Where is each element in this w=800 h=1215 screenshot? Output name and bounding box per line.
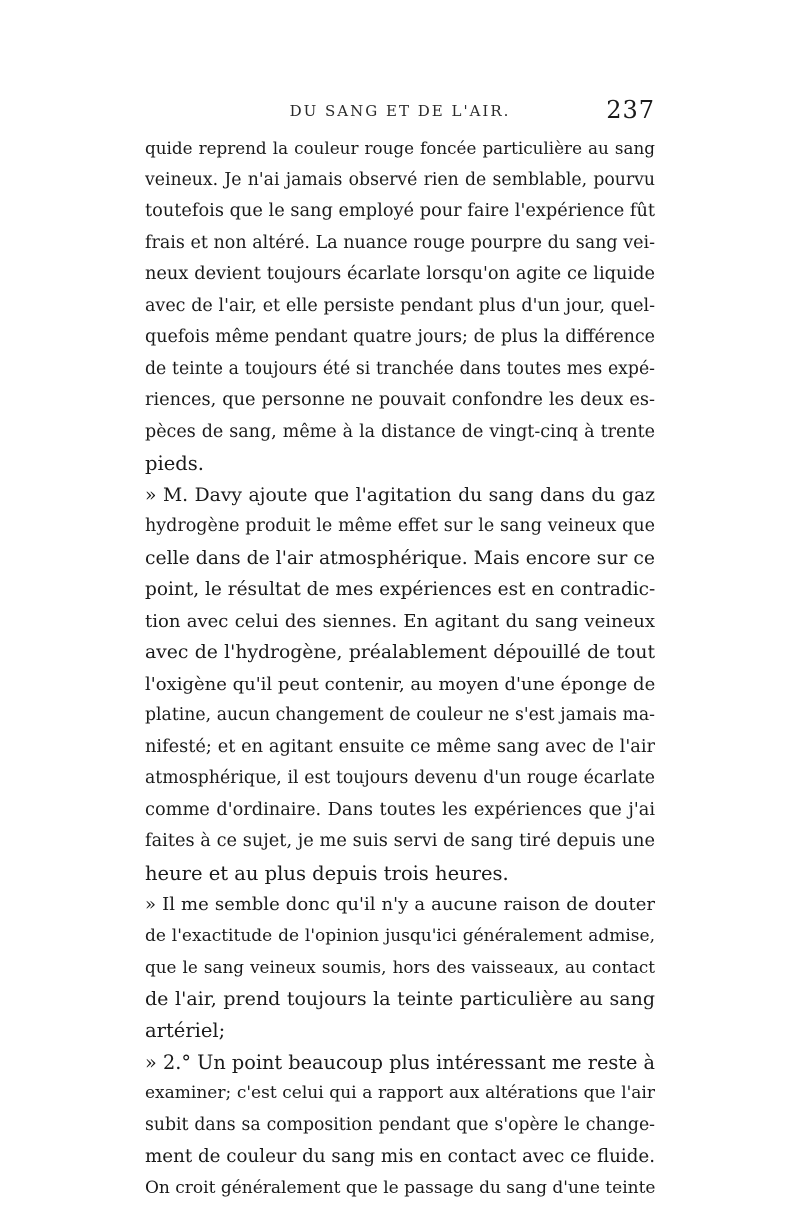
running-head: [145, 96, 655, 126]
text-line: » Il me semble donc qu'il n'y a aucune raison de douter: [145, 894, 655, 915]
running-title: DU SANG ET DE L'AIR.: [289, 102, 511, 120]
text-line: point, le résultat de mes expériences est en contradic-: [145, 579, 655, 600]
text-line: quide reprend la couleur rouge foncée particulière au sang: [145, 138, 655, 158]
text-line: atmosphérique, il est toujours devenu d'un rouge écarlate: [145, 768, 655, 788]
text-line: heure et au plus depuis trois heures.: [145, 861, 509, 885]
text-line: ment de couleur du sang mis en contact avec ce fluide.: [145, 1146, 655, 1167]
text-line: comme d'ordinaire. Dans toutes les expériences que j'ai: [145, 799, 655, 820]
text-line: artériel;: [145, 1019, 226, 1042]
text-line: pèces de sang, même à la distance de vingt-cinq à trente: [145, 421, 655, 442]
text-line: platine, aucun changement de couleur ne s'est jamais ma-: [145, 705, 655, 725]
text-line: subit dans sa composition pendant que s'opère le change-: [145, 1114, 655, 1135]
text-line: de l'air, prend toujours la teinte particulière au sang: [145, 987, 655, 1010]
text-line: de l'exactitude de l'opinion jusqu'ici généralement admise,: [145, 925, 655, 946]
text-line: veineux. Je n'ai jamais observé rien de semblable, pourvu: [145, 169, 655, 190]
text-line: que le sang veineux soumis, hors des vaisseaux, au contact: [145, 957, 655, 977]
text-line: celle dans de l'air atmosphérique. Mais encore sur ce: [145, 547, 655, 569]
text-line: nifesté; et en agitant ensuite ce même sang avec de l'air: [145, 736, 655, 757]
text-line: toutefois que le sang employé pour faire l'expérience fût: [145, 201, 655, 221]
text-line: quefois même pendant quatre jours; de plus la différence: [145, 327, 655, 347]
text-line: » M. Davy ajoute que l'agitation du sang dans du gaz: [145, 484, 655, 506]
text-line: pieds.: [145, 452, 204, 475]
text-line: avec de l'air, et elle persiste pendant plus d'un jour, quel-: [145, 295, 655, 316]
text-line: examiner; c'est celui qui a rapport aux altérations que l'air: [145, 1083, 655, 1103]
page-number: 237: [606, 96, 655, 124]
text-line: frais et non altéré. La nuance rouge pourpre du sang vei-: [145, 232, 655, 253]
text-line: » 2.° Un point beaucoup plus intéressant me reste à: [145, 1050, 655, 1074]
text-line: tion avec celui des siennes. En agitant du sang veineux: [145, 610, 655, 632]
text-line: l'oxigène qu'il peut contenir, au moyen d'une éponge de: [145, 673, 655, 695]
text-line: On croit généralement que le passage du sang d'une teinte: [145, 1177, 655, 1198]
body-text: [145, 133, 655, 1204]
text-line: de teinte a toujours été si tranchée dans toutes mes expé-: [145, 358, 655, 379]
text-line: riences, que personne ne pouvait confondre les deux es-: [145, 390, 655, 410]
text-line: avec de l'hydrogène, préalablement dépouillé de tout: [145, 642, 655, 663]
text-line: hydrogène produit le même effet sur le sang veineux que: [145, 516, 655, 536]
text-line: faites à ce sujet, je me suis servi de sang tiré depuis une: [145, 831, 655, 851]
text-line: neux devient toujours écarlate lorsqu'on agite ce liquide: [145, 264, 655, 284]
